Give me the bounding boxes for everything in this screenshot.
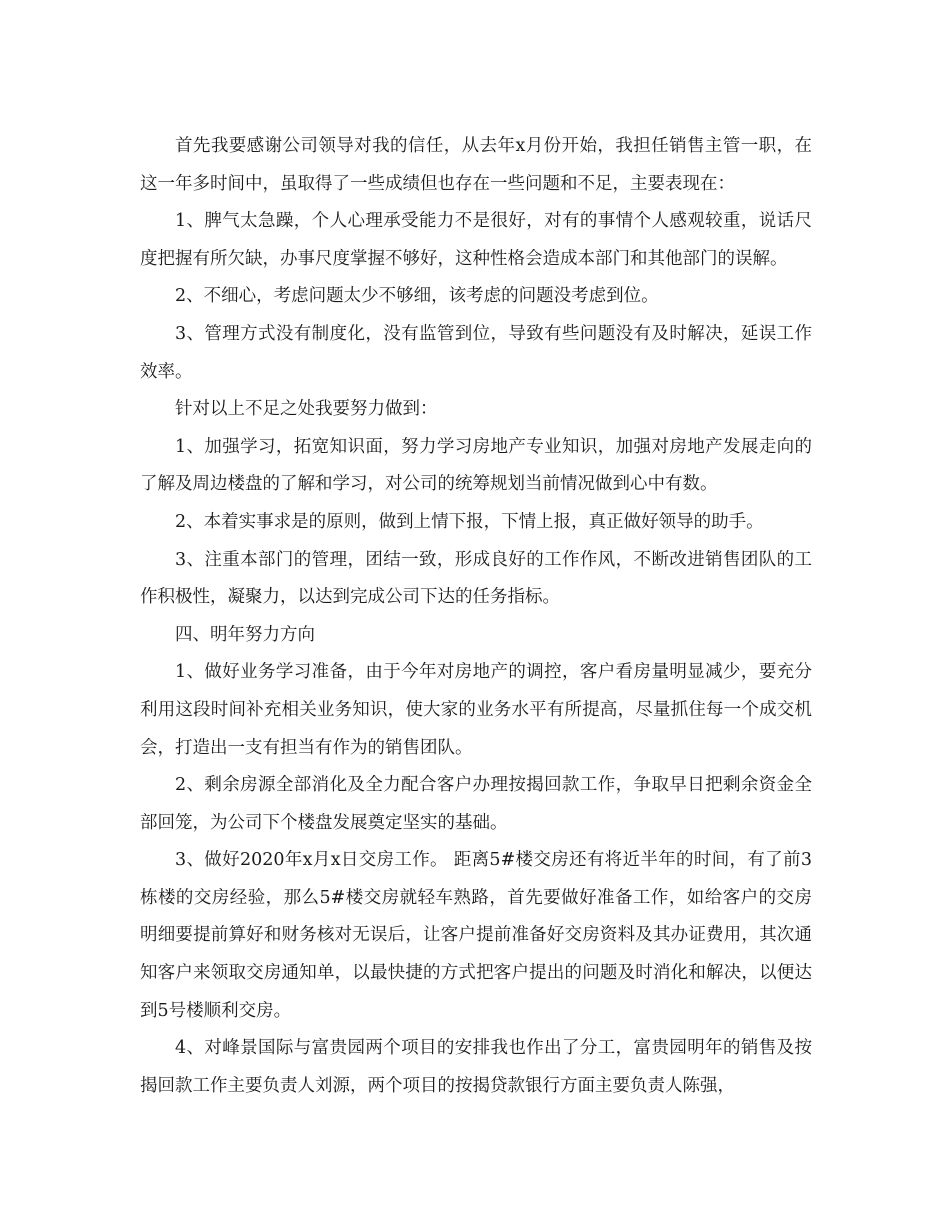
paragraph-shortcoming-1: 1、脾气太急躁，个人心理承受能力不是很好，对有的事情个人感观较重，说话尺度把握有所欠缺，办事尺度掌握不够好，这种性格会造成本部门和其他部门的误解。 <box>140 211 812 269</box>
paragraph-shortcoming-3: 3、管理方式没有制度化，没有监管到位，导致有些问题没有及时解决，延误工作效率。 <box>140 323 812 382</box>
document-body <box>140 128 812 1105</box>
paragraph-intro: 首先我要感谢公司领导对我的信任，从去年x月份开始，我担任销售主管一职，在这一年多时间中，虽取得了一些成绩但也存在一些问题和不足，主要表现在： <box>140 136 812 194</box>
paragraph-direction-3: 3、做好2020年x月x日交房工作。 距离5#楼交房还有将近半年的时间，有了前3栋楼的交房经验，那么5#楼交房就轻车熟路，首先要做好准备工作，如给客户的交房明细要提前算好和财务核对无误后，让客户提前准备好交房资料及其办证费用，其次通知客户来领取交房通知单，以最快捷的方式把客户提出的问题及时消化和解决，以便达到5号楼顺利交房。 <box>140 850 812 1021</box>
paragraph-direction-1: 1、做好业务学习准备，由于今年对房地产的调控，客户看房量明显减少，要充分利用这段时间补充相关业务知识，使大家的业务水平有所提高，尽量抓住每一个成交机会，打造出一支有担当有作为的销售团队。 <box>140 662 812 758</box>
paragraph-direction-4: 4、对峰景国际与富贵园两个项目的安排我也作出了分工，富贵园明年的销售及按揭回款工作主要负责人刘源，两个项目的按揭贷款银行方面主要负责人陈强， <box>140 1038 812 1096</box>
paragraph-improvement-2: 2、本着实事求是的原则，做到上情下报，下情上报，真正做好领导的助手。 <box>175 511 764 532</box>
paragraph-shortcoming-2: 2、不细心，考虑问题太少不够细，该考虑的问题没考虑到位。 <box>175 286 659 307</box>
section-heading-next-year: 四、明年努力方向 <box>175 624 315 645</box>
paragraph-improvement-3: 3、注重本部门的管理，团结一致，形成良好的工作作风，不断改进销售团队的工作积极性，凝聚力，以达到完成公司下达的任务指标。 <box>140 549 812 608</box>
paragraph-direction-2: 2、剩余房源全部消化及全力配合客户办理按揭回款工作，争取早日把剩余资金全部回笼，为公司下个楼盘发展奠定坚实的基础。 <box>140 775 812 833</box>
paragraph-improvement-1: 1、加强学习，拓宽知识面，努力学习房地产专业知识，加强对房地产发展走向的了解及周边楼盘的了解和学习，对公司的统筹规划当前情况做到心中有数。 <box>140 436 812 495</box>
paragraph-improvement-intro: 针对以上不足之处我要努力做到： <box>175 399 438 420</box>
